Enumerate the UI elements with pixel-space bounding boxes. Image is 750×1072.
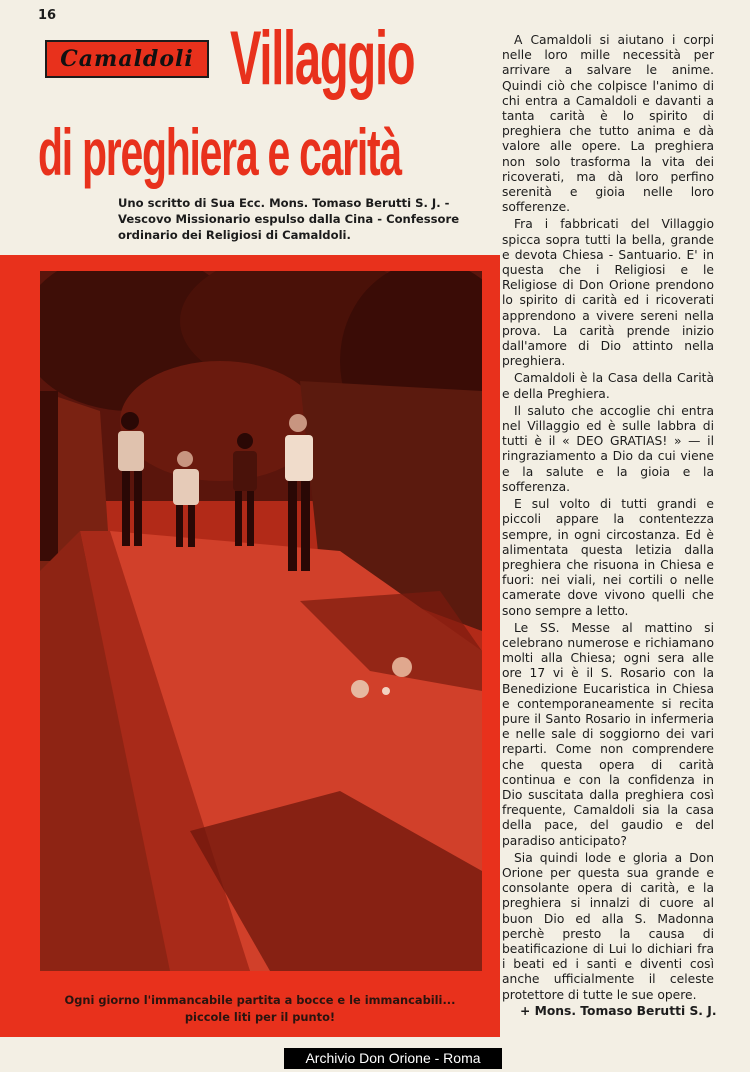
article-body xyxy=(502,33,714,1005)
subtitle: Uno scritto di Sua Ecc. Mons. Tomaso Berutti S. J. - Vescovo Missionario espulso dalla Cina - Confessore ordinario dei Religiosi di Camaldoli. xyxy=(118,196,460,242)
author-signature: + Mons. Tomaso Berutti S. J. xyxy=(520,1004,717,1018)
title-line-1: Villaggio xyxy=(230,16,415,101)
body-paragraph: A Camaldoli si aiutano i corpi nelle loro mille necessità per arrivare a salvare le anime. Quindi ciò che colpisce l'animo di chi entra a Camaldoli e davanti a tanta carità è lo spirito di preghiera che tutto anima e dà valore alle opere. La preghiera non solo trasforma la vita dei ricoverati, ma dà loro perfino serenità e gioia nelle loro sofferenze. xyxy=(502,33,714,215)
photo-frame xyxy=(0,255,500,1037)
section-label: Camaldoli xyxy=(45,40,209,78)
archive-stamp: Archivio Don Orione - Roma xyxy=(284,1048,502,1069)
caption-line-2: piccole liti per il punto! xyxy=(184,1010,336,1024)
bocce-photo-illustration xyxy=(40,271,482,971)
body-paragraph: Camaldoli è la Casa della Carità e della Preghiera. xyxy=(502,371,714,401)
photo-caption xyxy=(40,992,480,1026)
title-line-2: di preghiera e carità xyxy=(38,115,401,189)
caption-line-1: Ogni giorno l'immancabile partita a bocce e le immancabili... xyxy=(64,993,456,1007)
bocce-photo xyxy=(40,271,482,971)
body-paragraph: Le SS. Messe al mattino si celebrano numerose e richiamano molti alla Chiesa; ogni sera alle ore 17 vi è il S. Rosario con la Benedizione Eucaristica in Chiesa e contemporaneamente si recita pure il Santo Rosario in infermeria e nelle sale di soggiorno dei vari reparti. Come non comprendere che questa opera di carità continua e con la confidenza in Dio suscitata dalla preghiera così frequente, Camaldoli sia la casa della pace, del gaudio e del paradiso anticipato? xyxy=(502,620,714,848)
body-paragraph: Il saluto che accoglie chi entra nel Villaggio ed è sulle labbra di tutti è il « DEO GRATIAS! » — il ringraziamento a Dio da cui viene e la salute e la gioia e la sofferenza. xyxy=(502,403,714,494)
page-number: 16 xyxy=(38,8,57,23)
body-paragraph: Sia quindi lode e gloria a Don Orione per questa sua grande e consolante opera di carità, e la preghiera si innalzi di cuore al buon Dio ed alla S. Madonna perchè presto la causa di beatificazione di Lui lo dichiari fra i beati ed i santi e diventi così anche ufficialmente il celeste protettore di tutte le sue opere. xyxy=(502,850,714,1002)
body-paragraph: Fra i fabbricati del Villaggio spicca sopra tutti la bella, grande e devota Chiesa - Santuario. E' in questa che i Religiosi e le Religiose di Don Orione prendono lo spirito di carità ed i ricoverati apprendono a vivere sereni nella prova. La carità prende inizio dall'amore di Dio attinto nella preghiera. xyxy=(502,217,714,369)
body-paragraph: E sul volto di tutti grandi e piccoli appare la contentezza sempre, in ogni circostanza. Ed è alimentata questa letizia dalla preghiera che risuona in Chiesa e fuori: nei viali, nei cortili o nelle camerate dove vivono quelli che sono sempre a letto. xyxy=(502,497,714,618)
